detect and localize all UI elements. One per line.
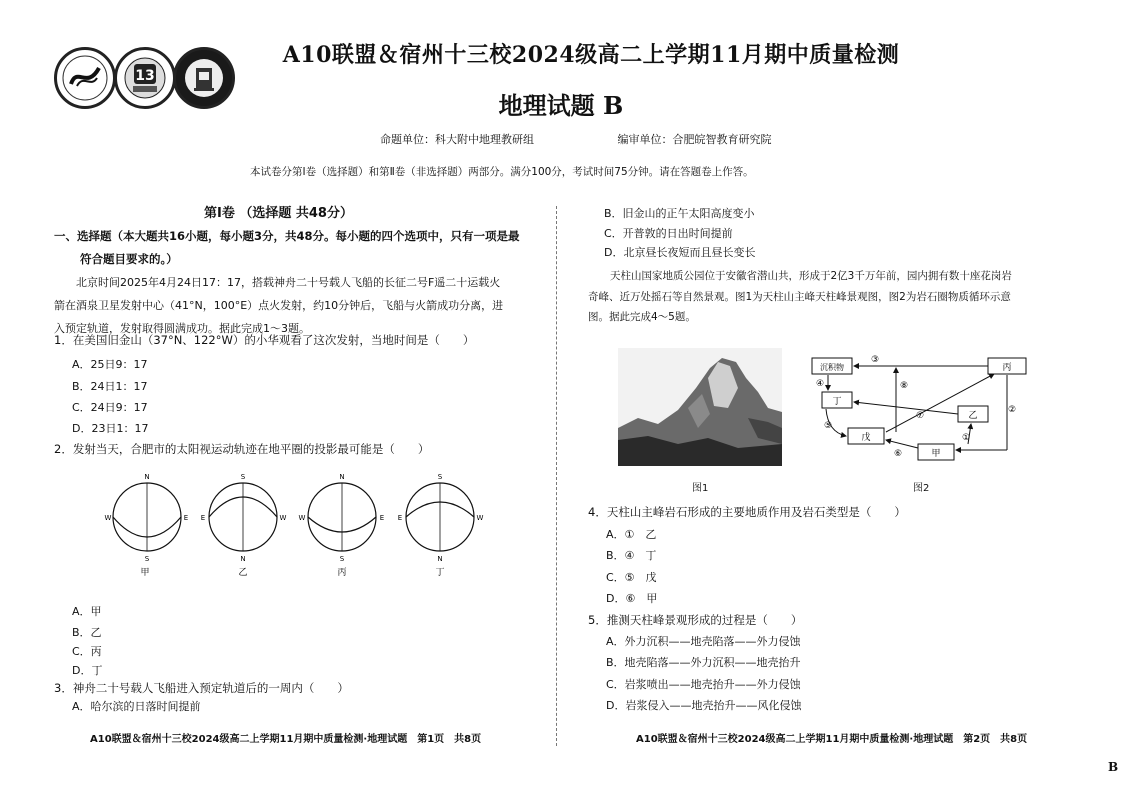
- svg-text:⑧: ⑧: [900, 381, 909, 391]
- svg-text:W: W: [104, 514, 112, 522]
- svg-text:W: W: [298, 514, 306, 522]
- q1-option-a: A．25日9：17: [72, 358, 148, 371]
- svg-text:N: N: [437, 555, 443, 563]
- proposer: 命题单位：科大附中地理教研组: [380, 133, 534, 146]
- svg-text:S: S: [437, 473, 443, 481]
- svg-text:①: ①: [962, 433, 971, 443]
- q4-option-d: D．⑥ 甲: [606, 592, 658, 605]
- q5-stem: 5．推测天柱峰景观形成的过程是（ ）: [588, 613, 803, 627]
- diagram-yi: [201, 473, 287, 578]
- q3-option-d: D．北京昼长夜短而且昼长变长: [604, 246, 756, 259]
- passage1-line3: 入预定轨道，发射取得圆满成功。据此完成1～3题。: [54, 322, 310, 335]
- svg-text:S: S: [339, 555, 345, 563]
- diagram-ding: [398, 473, 484, 578]
- exam-title: A10联盟＆宿州十三校2024级高二上学期11月期中质量检测: [282, 42, 900, 68]
- exam-notice: 本试卷分第Ⅰ卷（选择题）和第Ⅱ卷（非选择题）两部分。满分100分，考试时间75分钟。请在答题卷上作答。: [250, 166, 754, 178]
- svg-text:②: ②: [1008, 405, 1017, 415]
- figure1-photo: [618, 348, 782, 466]
- figure1-caption: 图1: [692, 483, 709, 494]
- svg-text:S: S: [144, 555, 150, 563]
- svg-text:13: 13: [135, 68, 155, 84]
- svg-text:W: W: [476, 514, 484, 522]
- svg-text:N: N: [339, 473, 345, 481]
- q4-option-c: C．⑤ 戊: [606, 571, 657, 584]
- svg-text:④: ④: [816, 379, 825, 389]
- part1-heading: 第Ⅰ卷 （选择题 共48分）: [204, 206, 353, 221]
- q1-option-d: D．23日1：17: [72, 422, 149, 435]
- q3-stem: 3．神舟二十号载人飞船进入预定轨道后的一周内（ ）: [54, 681, 349, 695]
- figure2-rock-cycle: [808, 348, 1038, 468]
- svg-text:⑦: ⑦: [916, 411, 925, 421]
- svg-text:W: W: [279, 514, 287, 522]
- passage2-line3: 图。据此完成4～5题。: [588, 311, 696, 323]
- q4-option-a: A．① 乙: [606, 528, 657, 541]
- passage2-line1: 天柱山国家地质公园位于安徽省潜山共，形成于2亿3千万年前，园内拥有数十座花岗岩: [610, 270, 1012, 282]
- q2-option-a: A．甲: [72, 605, 102, 618]
- reviewer: 编审单位：合肥皖智教育研究院: [617, 133, 772, 146]
- svg-text:③: ③: [871, 355, 880, 365]
- q5-option-b: B．地壳陷落——外力沉积——地壳抬升: [606, 656, 801, 669]
- q5-option-d: D．岩浆侵入——地壳抬升——风化侵蚀: [606, 699, 802, 712]
- svg-text:甲: 甲: [931, 449, 941, 459]
- svg-text:丙: 丙: [337, 568, 347, 578]
- q3-option-c: C．开普敦的日出时间提前: [604, 227, 733, 240]
- q2-option-b: B．乙: [72, 626, 102, 639]
- q2-stem: 2．发射当天，合肥市的太阳视运动轨迹在地平圈的投影最可能是（ ）: [54, 442, 430, 456]
- sun-path-diagrams: [100, 472, 500, 582]
- svg-text:乙: 乙: [238, 568, 248, 578]
- column-divider: [556, 206, 557, 746]
- svg-text:E: E: [200, 514, 206, 522]
- exam-subtitle: 地理试题 B: [498, 91, 624, 120]
- diagram-jia: [105, 473, 189, 578]
- svg-text:沉积物: 沉积物: [820, 363, 844, 372]
- svg-text:丙: 丙: [1002, 363, 1012, 373]
- q1-option-c: C．24日9：17: [72, 401, 148, 414]
- q3-option-a: A．哈尔滨的日落时间提前: [72, 700, 201, 713]
- figure2-caption: 图2: [913, 483, 930, 494]
- footer-right: A10联盟＆宿州十三校2024级高二上学期11月期中质量检测·地理试题 第2页 共8页: [636, 734, 1028, 745]
- svg-text:N: N: [144, 473, 150, 481]
- diagram-bing: [299, 473, 385, 578]
- q1-option-b: B．24日1：17: [72, 380, 148, 393]
- corner-mark: B: [1108, 760, 1119, 774]
- svg-text:丁: 丁: [435, 568, 445, 578]
- q2-option-d: D．丁: [72, 664, 103, 677]
- svg-text:E: E: [379, 514, 385, 522]
- svg-text:⑤: ⑤: [824, 421, 833, 431]
- svg-text:N: N: [240, 555, 246, 563]
- svg-text:⑥: ⑥: [894, 449, 903, 459]
- q4-stem: 4．天柱山主峰岩石形成的主要地质作用及岩石类型是（ ）: [588, 505, 906, 519]
- q4-option-b: B．④ 丁: [606, 549, 657, 562]
- q3-option-b: B．旧金山的正午太阳高度变小: [604, 207, 755, 220]
- q5-option-c: C．岩浆喷出——地壳抬升——外力侵蚀: [606, 678, 801, 691]
- section-instruction-2: 符合题目要求的。）: [80, 252, 178, 266]
- passage1-line2: 箭在酒泉卫星发射中心（41°N，100°E）点火发射，约10分钟后，飞船与火箭成功分离，进: [54, 299, 504, 312]
- passage1-line1: 北京时间2025年4月24日17：17，搭载神舟二十号载人飞船的长征二号F遥二十运载火: [76, 276, 501, 289]
- q1-stem: 1．在美国旧金山（37°N、122°W）的小华观看了这次发射，当地时间是（ ）: [54, 333, 475, 347]
- svg-text:乙: 乙: [968, 411, 978, 421]
- svg-text:甲: 甲: [140, 568, 150, 578]
- units-line: [380, 131, 852, 147]
- passage2-line2: 奇峰、近万处摇石等自然景观。图1为天柱山主峰天柱峰景观图，图2为岩石圈物质循环示意: [588, 291, 1011, 303]
- svg-text:戊: 戊: [861, 433, 871, 443]
- svg-text:丁: 丁: [832, 397, 842, 407]
- q5-option-a: A．外力沉积——地壳陷落——外力侵蚀: [606, 635, 801, 648]
- svg-text:E: E: [397, 514, 403, 522]
- footer-left: A10联盟＆宿州十三校2024级高二上学期11月期中质量检测·地理试题 第1页 共8页: [90, 734, 482, 745]
- section-instruction-1: 一、选择题（本大题共16小题，每小题3分，共48分。每小题的四个选项中，只有一项是最: [54, 229, 520, 243]
- svg-text:E: E: [183, 514, 189, 522]
- q2-option-c: C．丙: [72, 645, 102, 658]
- svg-text:S: S: [240, 473, 246, 481]
